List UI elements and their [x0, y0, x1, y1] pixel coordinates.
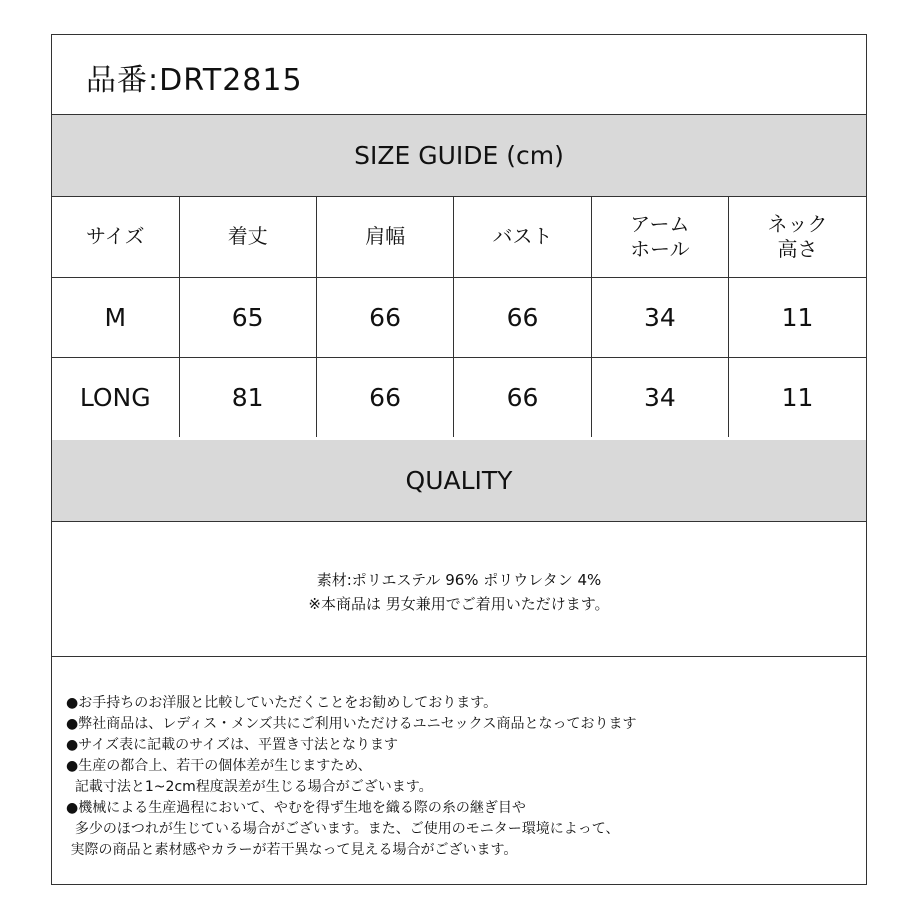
product-number: 品番:DRT2815 [86, 63, 303, 98]
cell-bust: 66 [454, 277, 591, 357]
row-size: LONG [52, 357, 179, 437]
header-armhole: アーム ホール [591, 197, 728, 277]
size-guide-band [52, 115, 866, 197]
size-chart-card [51, 34, 867, 885]
quality-label: QUALITY [405, 466, 513, 495]
note-line: 実際の商品と素材感やカラーが若干異なって見える場合がございます。 [66, 842, 518, 858]
material-section [52, 522, 866, 657]
header-length: 着丈 [179, 197, 316, 277]
cell-length: 81 [179, 357, 316, 437]
cell-armhole: 34 [591, 357, 728, 437]
note-line: 記載寸法と1~2cm程度誤差が生じる場合がございます。 [66, 779, 433, 795]
table-row [52, 357, 866, 437]
note-line: ●弊社商品は、レディス・メンズ共にご利用いただけるユニセックス商品となっております [66, 716, 637, 732]
note-line: ●サイズ表に記載のサイズは、平置き寸法となります [66, 737, 398, 753]
size-guide-label: SIZE GUIDE (cm) [354, 141, 564, 170]
cell-length: 65 [179, 277, 316, 357]
notes-list [66, 693, 637, 861]
table-row [52, 277, 866, 357]
note-line: ●生産の都合上、若干の個体差が生じますため、 [66, 758, 372, 774]
header-shoulder: 肩幅 [316, 197, 453, 277]
header-size: サイズ [52, 197, 179, 277]
cell-shoulder: 66 [316, 357, 453, 437]
note-line: ●機械による生産過程において、やむを得ず生地を織る際の糸の継ぎ目や [66, 800, 526, 816]
cell-shoulder: 66 [316, 277, 453, 357]
unisex-note: ※本商品は 男女兼用でご着用いただけます。 [308, 595, 610, 613]
cell-bust: 66 [454, 357, 591, 437]
note-line: 多少のほつれが生じている場合がございます。また、ご使用のモニター環境によって、 [66, 821, 620, 837]
quality-band [52, 440, 866, 522]
cell-neck: 11 [729, 357, 866, 437]
header-neck-height: ネック 高さ [729, 197, 866, 277]
cell-neck: 11 [729, 277, 866, 357]
material-composition: 素材:ポリエステル 96% ポリウレタン 4% [316, 571, 602, 589]
product-number-header [52, 35, 866, 115]
size-table [52, 197, 866, 437]
row-size: M [52, 277, 179, 357]
table-header-row [52, 197, 866, 277]
note-line: ●お手持ちのお洋服と比較していただくことをお勧めしております。 [66, 695, 498, 711]
cell-armhole: 34 [591, 277, 728, 357]
header-bust: バスト [454, 197, 591, 277]
